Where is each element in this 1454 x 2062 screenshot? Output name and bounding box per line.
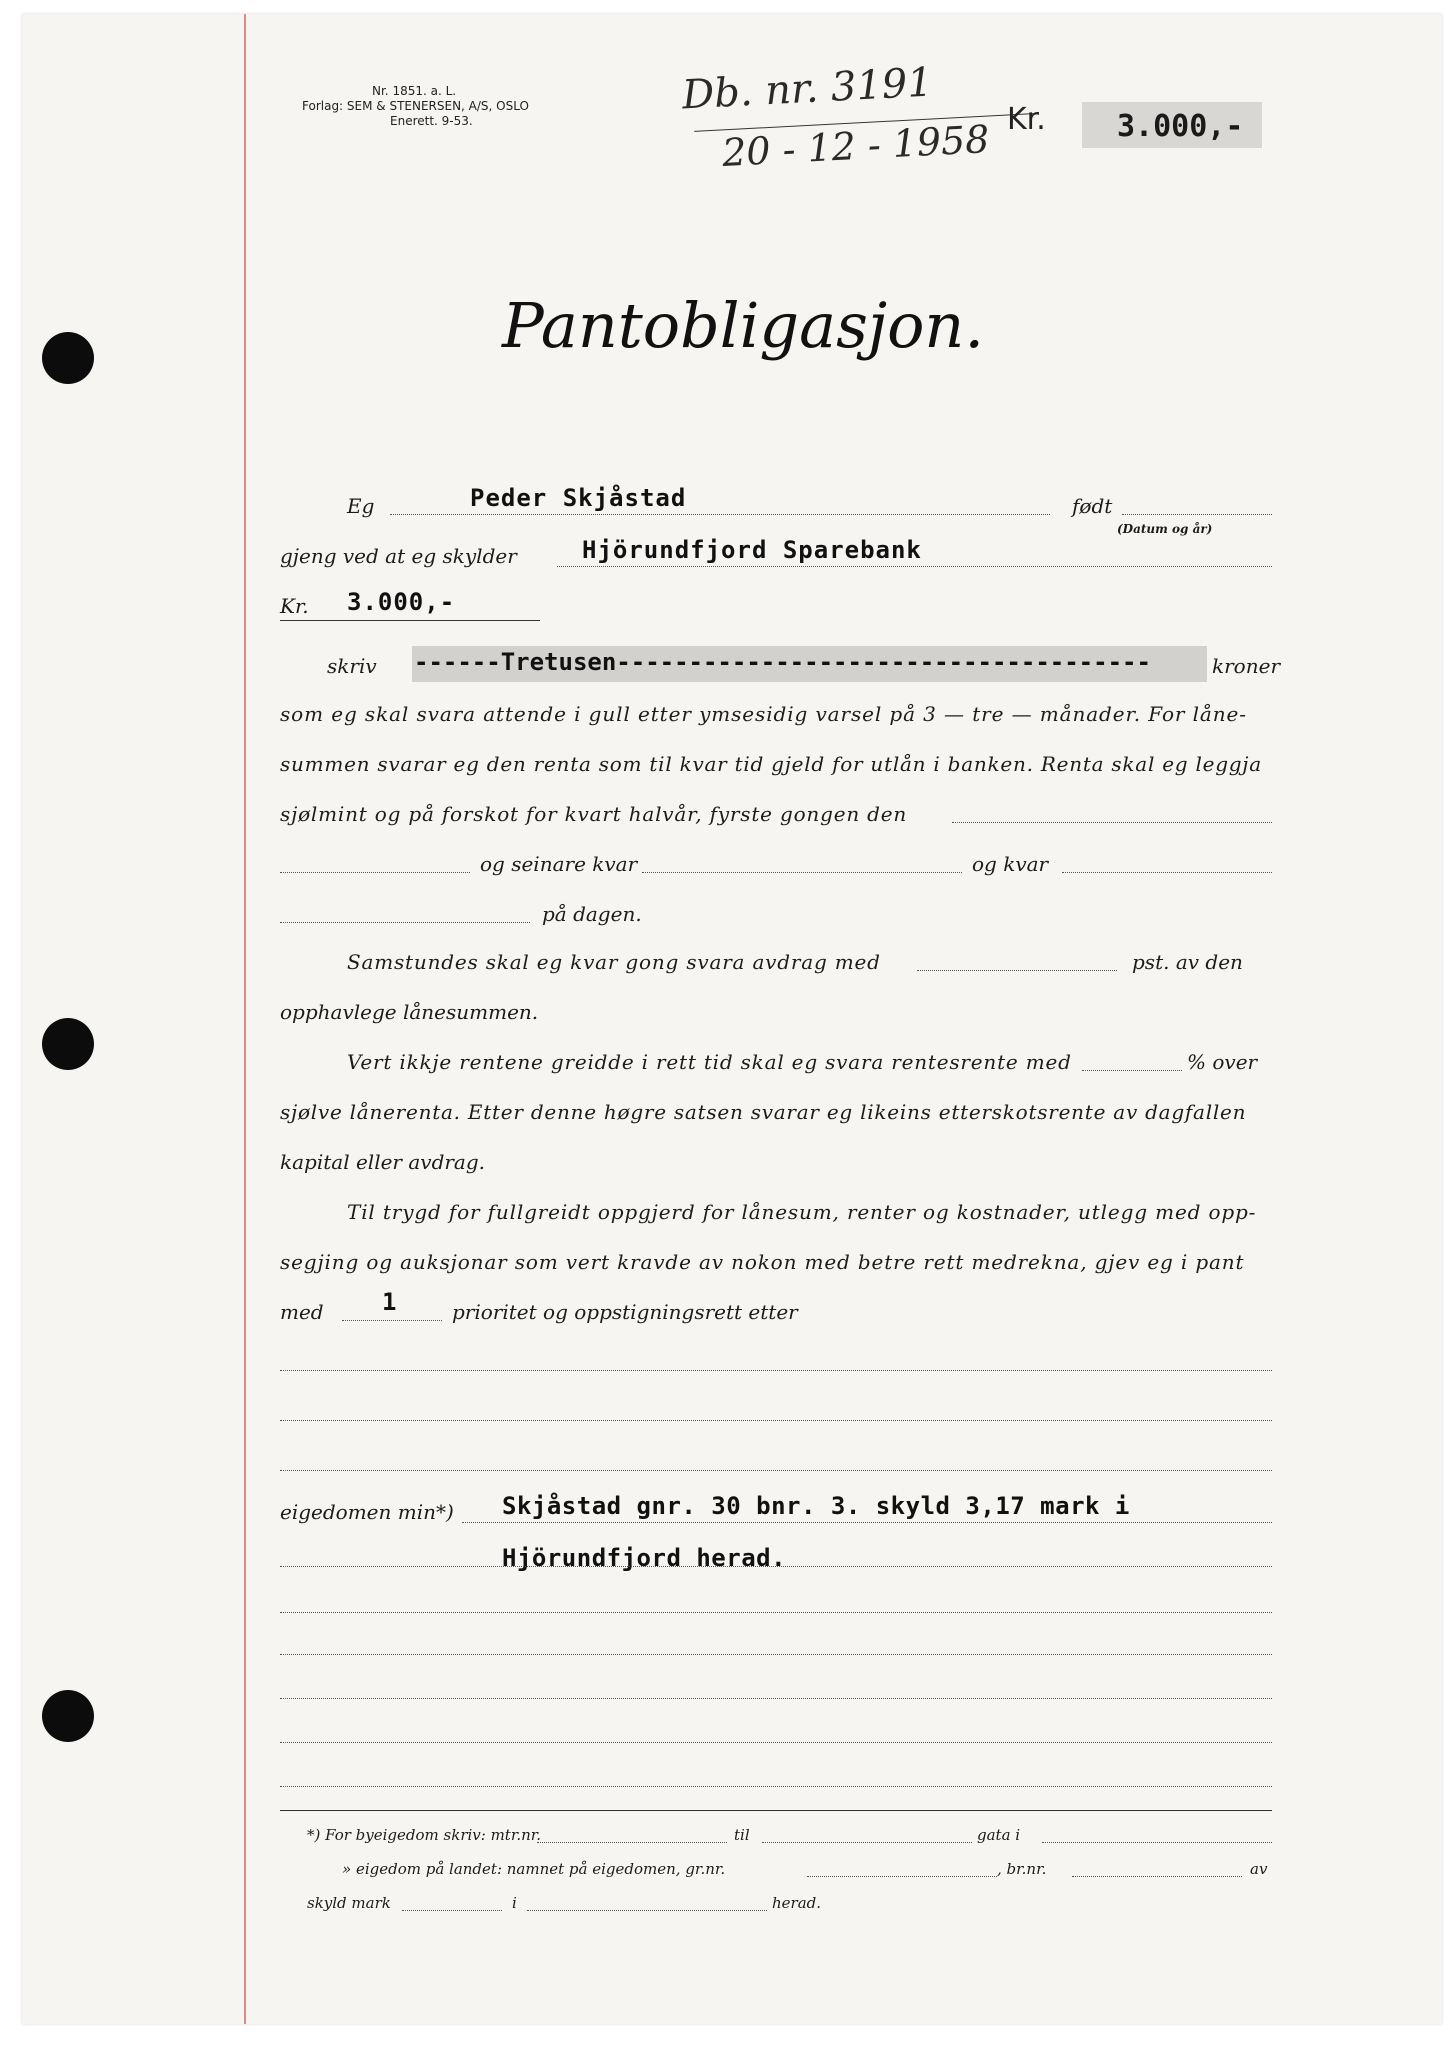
text-line: summen svarar eg den renta som til kvar tid gjeld for utlån i banken. Renta skal eg leggja	[280, 752, 1262, 776]
dotted-line	[642, 872, 962, 873]
dotted-line	[537, 1842, 727, 1843]
text-line: pst. av den	[1132, 950, 1243, 974]
footnote-line: , br.nr.	[997, 1860, 1047, 1878]
dotted-line	[807, 1876, 997, 1877]
kr-amount: 3.000,-	[347, 588, 456, 616]
punch-hole	[42, 1018, 94, 1070]
dotted-line	[280, 1786, 1272, 1787]
footnote-rule	[280, 1810, 1272, 1811]
dotted-line	[342, 1320, 442, 1321]
dotted-line	[917, 970, 1117, 971]
text-line: % over	[1187, 1050, 1258, 1074]
dotted-line	[1042, 1842, 1272, 1843]
punch-hole	[42, 332, 94, 384]
dotted-line	[1082, 1070, 1182, 1071]
text-line: som eg skal svara attende i gull etter ymsesidig varsel på 3 — tre — månader. For låne-	[280, 702, 1247, 726]
dotted-line	[280, 1654, 1272, 1655]
fodt-label: født	[1072, 494, 1113, 518]
dotted-line	[280, 1470, 1272, 1471]
dotted-line	[462, 1522, 1272, 1523]
eigedomen-label: eigedomen min*)	[280, 1500, 454, 1524]
debtor-name: Peder Skjåstad	[470, 484, 687, 512]
dotted-line	[280, 922, 530, 923]
dotted-line	[1122, 514, 1272, 515]
kr-field-label: Kr.	[280, 594, 309, 618]
med-label: med	[280, 1300, 324, 1324]
text-line: opphavlege lånesummen.	[280, 1000, 539, 1024]
text-line: sjølve lånerenta. Etter denne høgre satsen svarar eg likeins etterskotsrente av dagfallen	[280, 1100, 1247, 1124]
footnote-line: *) For byeigedom skriv: mtr.nr.	[307, 1826, 542, 1844]
document-page	[22, 14, 1442, 2024]
dotted-line	[280, 1698, 1272, 1699]
priority-value: 1	[382, 1288, 398, 1316]
dotted-line	[402, 1910, 502, 1911]
punch-hole	[42, 1690, 94, 1742]
skriv-label: skriv	[327, 654, 377, 678]
footnote-line: av	[1250, 1860, 1268, 1878]
gjeng-label: gjeng ved at eg skylder	[280, 544, 517, 568]
property-line: Skjåstad gnr. 30 bnr. 3. skyld 3,17 mark i	[502, 1492, 1130, 1520]
text-line: Vert ikkje rentene greidde i rett tid skal eg svara rentesrente med	[347, 1050, 1072, 1074]
copyright: Enerett. 9-53.	[390, 114, 473, 128]
footnote-line: i	[512, 1894, 517, 1912]
footnote-line: gata i	[977, 1826, 1021, 1844]
dotted-line	[952, 822, 1272, 823]
dotted-line	[280, 1742, 1272, 1743]
dotted-line	[390, 514, 1050, 515]
kroner-label: kroner	[1212, 654, 1280, 678]
creditor-name: Hjörundfjord Sparebank	[582, 536, 922, 564]
dotted-line	[557, 566, 1272, 567]
amount-in-words: ------Tretusen-------------------------------------	[414, 648, 1151, 676]
dotted-line	[280, 1612, 1272, 1613]
eg-label: Eg	[347, 494, 375, 518]
property-line: Hjörundfjord herad.	[502, 1544, 787, 1572]
text-line: prioritet og oppstigningsrett etter	[452, 1300, 798, 1324]
dotted-line	[280, 872, 470, 873]
stamp-amount: 3.000,-	[1117, 109, 1244, 144]
dotted-line	[1072, 1876, 1242, 1877]
register-date: 20 - 12 - 1958	[721, 117, 991, 175]
og-kvar-label: og kvar	[972, 852, 1049, 876]
footnote-line: skyld mark	[307, 1894, 391, 1912]
footnote-line: » eigedom på landet: namnet på eigedomen, gr.nr.	[342, 1860, 726, 1878]
dotted-line	[527, 1910, 767, 1911]
text-line: sjølmint og på forskot for kvart halvår, fyrste gongen den	[280, 802, 908, 826]
pa-dagen-label: på dagen.	[542, 902, 642, 926]
footnote-line: herad.	[772, 1894, 822, 1912]
datum-label: (Datum og år)	[1117, 522, 1213, 536]
dotted-line	[280, 1370, 1272, 1371]
text-line: kapital eller avdrag.	[280, 1150, 486, 1174]
publisher-name: Forlag: SEM & STENERSEN, A/S, OSLO	[302, 99, 529, 113]
publisher-info	[302, 84, 529, 129]
footnote-line: til	[734, 1826, 750, 1844]
form-number: Nr. 1851. a. L.	[372, 84, 457, 98]
text-line: segjing og auksjonar som vert kravde av nokon med betre rett medrekna, gjev eg i pant	[280, 1250, 1245, 1274]
margin-rule	[244, 14, 246, 2024]
og-seinare-label: og seinare kvar	[480, 852, 638, 876]
dotted-line	[1062, 872, 1272, 873]
register-number: Db. nr. 3191	[680, 59, 934, 119]
solid-line	[280, 620, 540, 621]
dotted-line	[280, 1420, 1272, 1421]
dotted-line	[762, 1842, 972, 1843]
dotted-line	[280, 1566, 1272, 1567]
page-title: Pantobligasjon.	[502, 289, 985, 362]
text-line: Til trygd for fullgreidt oppgjerd for lånesum, renter og kostnader, utlegg med opp-	[347, 1200, 1257, 1224]
kr-label: Kr.	[1007, 102, 1046, 137]
text-line: Samstundes skal eg kvar gong svara avdrag med	[347, 950, 881, 974]
